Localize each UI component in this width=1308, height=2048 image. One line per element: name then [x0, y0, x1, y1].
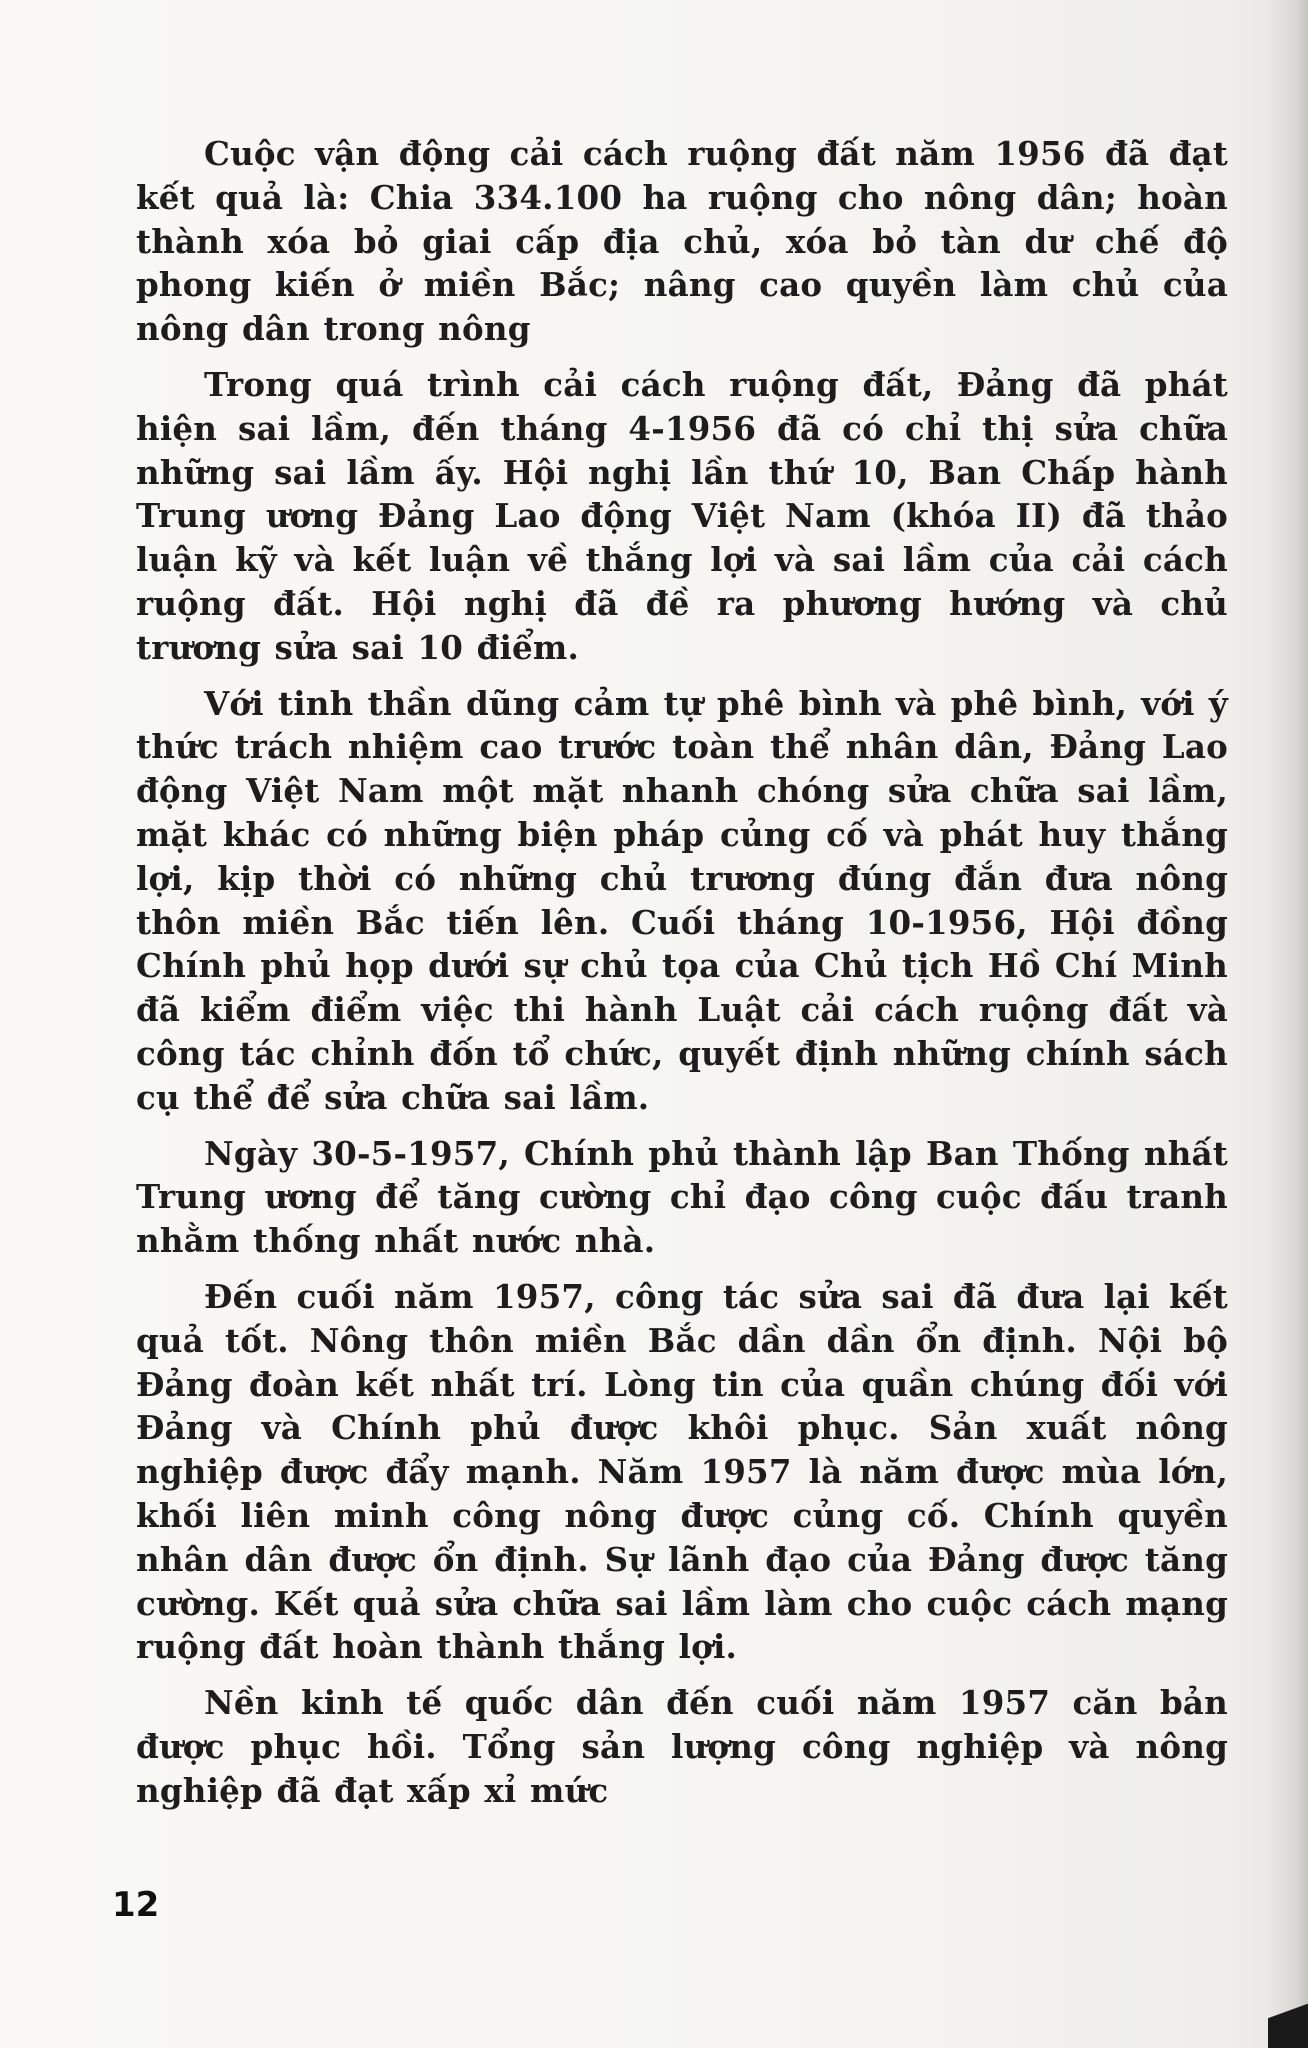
page-corner-mark	[1268, 1988, 1308, 2048]
paragraph-self-criticism: Với tinh thần dũng cảm tự phê bình và phê bình, với ý thức trách nhiệm cao trước toàn thể nhân dân, Đảng Lao động Việt Nam một mặt nhanh chóng sửa chữa sai lầm, mặt khác có những biện pháp củng cố và phát huy thắng lợi, kịp thời có những chủ trương đúng đắn đưa nông thôn miền Bắc tiến lên. Cuối tháng 10-1956, Hội đồng Chính phủ họp dưới sự chủ tọa của Chủ tịch Hồ Chí Minh đã kiểm điểm việc thi hành Luật cải cách ruộng đất và công tác chỉnh đốn tổ chức, quyết định những chính sách cụ thể để sửa chữa sai lầm.	[136, 683, 1228, 1117]
page-gutter-shadow	[1268, 0, 1308, 2048]
paragraph-economy-recovery: Nền kinh tế quốc dân đến cuối năm 1957 căn bản được phục hồi. Tổng sản lượng công nghiệp và nông nghiệp đã đạt xấp xỉ mức	[136, 1683, 1228, 1810]
paragraph-unification-committee: Ngày 30-5-1957, Chính phủ thành lập Ban Thống nhất Trung ương để tăng cường chỉ đạo công cuộc đấu tranh nhằm thống nhất nước nhà.	[136, 1133, 1228, 1261]
paragraph-results-1957: Đến cuối năm 1957, công tác sửa sai đã đưa lại kết quả tốt. Nông thôn miền Bắc dần dần ổn định. Nội bộ Đảng đoàn kết nhất trí. Lòng tin của quần chúng đối với Đảng và Chính phủ được khôi phục. Sản xuất nông nghiệp được đẩy mạnh. Năm 1957 là năm được mùa lớn, khối liên minh công nông được củng cố. Chính quyền nhân dân được ổn định. Sự lãnh đạo của Đảng được tăng cường. Kết quả sửa chữa sai lầm làm cho cuộc cách mạng ruộng đất hoàn thành thắng lợi.	[136, 1276, 1228, 1667]
paragraph-land-reform-results: Cuộc vận động cải cách ruộng đất năm 1956 đã đạt kết quả là: Chia 334.100 ha ruộng cho nông dân; hoàn thành xóa bỏ giai cấp địa chủ, xóa bỏ tàn dư chế độ phong kiến ở miền Bắc; nâng cao quyền làm chủ của nông dân trong nông	[136, 134, 1228, 349]
page-number: 12	[112, 1885, 160, 1925]
body-text	[136, 132, 1228, 1824]
paragraph-mistake-correction: Trong quá trình cải cách ruộng đất, Đảng đã phát hiện sai lầm, đến tháng 4-1956 đã có chỉ thị sửa chữa những sai lầm ấy. Hội nghị lần thứ 10, Ban Chấp hành Trung ương Đảng Lao động Việt Nam (khóa II) đã thảo luận kỹ và kết luận về thắng lợi và sai lầm của cải cách ruộng đất. Hội nghị đã đề ra phương hướng và chủ trương sửa sai 10 điểm.	[136, 364, 1228, 667]
